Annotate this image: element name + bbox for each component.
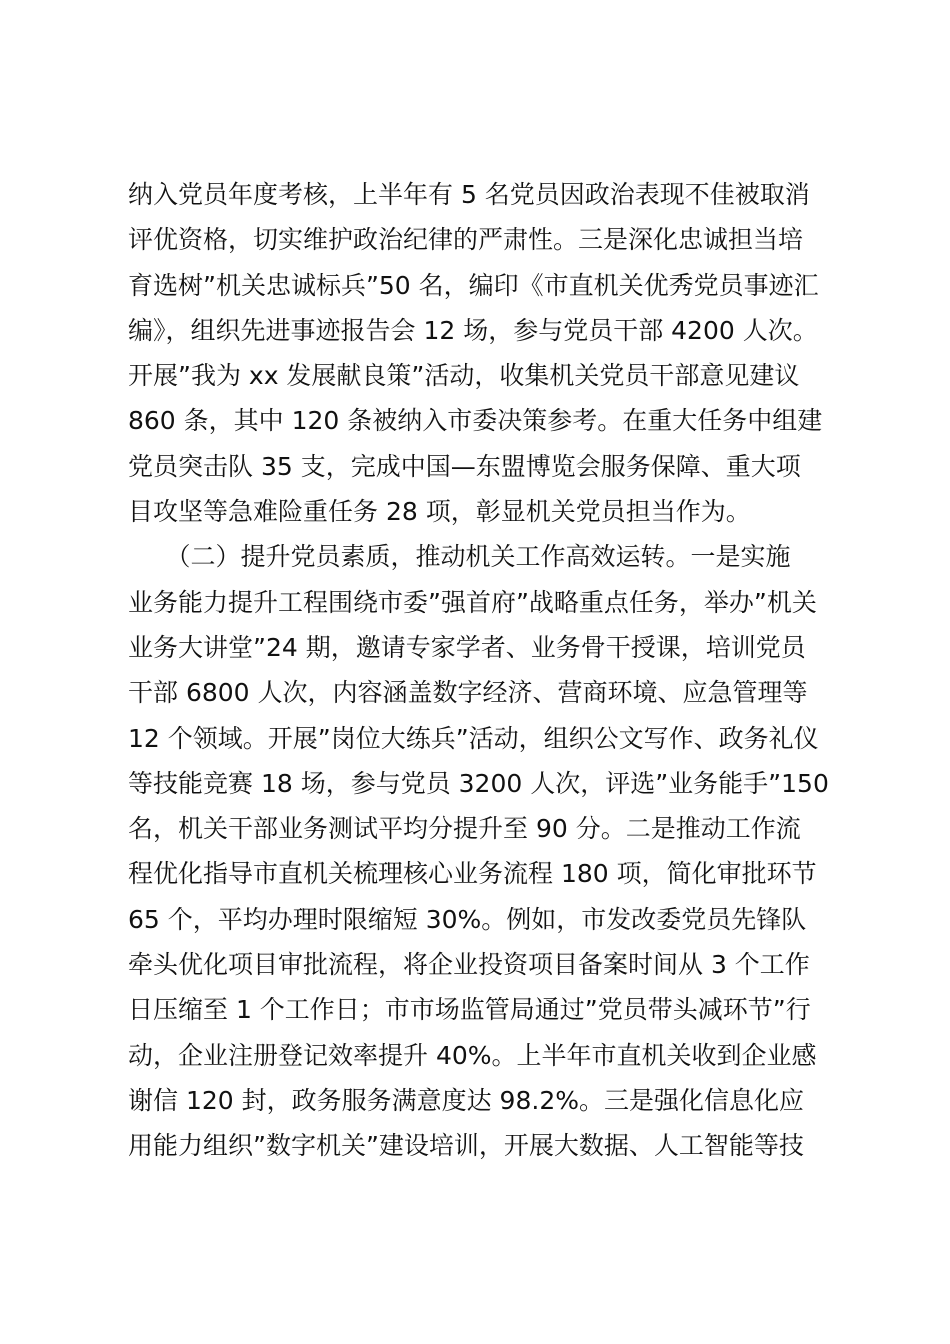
text-line: 纳入党员年度考核，上半年有 5 名党员因政治表现不佳被取消 (128, 180, 810, 209)
text-line: 程优化指导市直机关梳理核心业务流程 180 项，简化审批环节 (128, 859, 817, 889)
text-line: 12 个领域。开展”岗位大练兵”活动，组织公文写作、政务礼仪 (128, 723, 819, 753)
paragraph-2 (128, 534, 834, 1168)
text-line: 开展”我为 xx 发展献良策”活动，收集机关党员干部意见建议 (128, 361, 800, 391)
text-line: 860 条，其中 120 条被纳入市委决策参考。在重大任务中组建 (128, 406, 823, 436)
document-body (128, 172, 834, 1169)
text-line: 名，机关干部业务测试平均分提升至 90 分。二是推动工作流 (128, 814, 801, 844)
text-line: 业务大讲堂”24 期，邀请专家学者、业务骨干授课，培训党员 (128, 632, 806, 662)
text-line: 业务能力提升工程围绕市委”强首府”战略重点任务，举办”机关 (128, 587, 817, 617)
text-line: 牵头优化项目审批流程，将企业投资项目备案时间从 3 个工作 (128, 950, 810, 980)
text-line: 谢信 120 封，政务服务满意度达 98.2%。三是强化信息化应 (128, 1085, 804, 1115)
text-line: （二）提升党员素质，推动机关工作高效运转。一是实施 (128, 542, 791, 572)
text-line: 日压缩至 1 个工作日；市市场监管局通过”党员带头减环节”行 (128, 995, 811, 1025)
text-line: 评优资格，切实维护政治纪律的严肃性。三是深化忠诚担当培 (128, 225, 804, 255)
text-line: 用能力组织”数字机关”建设培训，开展大数据、人工智能等技 (128, 1131, 804, 1161)
text-line: 目攻坚等急难险重任务 28 项，彰显机关党员担当作为。 (128, 497, 751, 527)
text-line: 育选树”机关忠诚标兵”50 名，编印《市直机关优秀党员事迹汇 (128, 270, 819, 300)
text-line: 动，企业注册登记效率提升 40%。上半年市直机关收到企业感 (128, 1040, 817, 1070)
text-line: 党员突击队 35 支，完成中国—东盟博览会服务保障、重大项 (128, 451, 801, 481)
text-line: 干部 6800 人次，内容涵盖数字经济、营商环境、应急管理等 (128, 678, 808, 708)
text-line: 65 个，平均办理时限缩短 30%。例如，市发改委党员先锋队 (128, 904, 807, 934)
text-line: 编》，组织先进事迹报告会 12 场，参与党员干部 4200 人次。 (128, 315, 818, 345)
paragraph-1 (128, 172, 834, 534)
text-line: 等技能竞赛 18 场，参与党员 3200 人次，评选”业务能手”150 (128, 768, 829, 798)
